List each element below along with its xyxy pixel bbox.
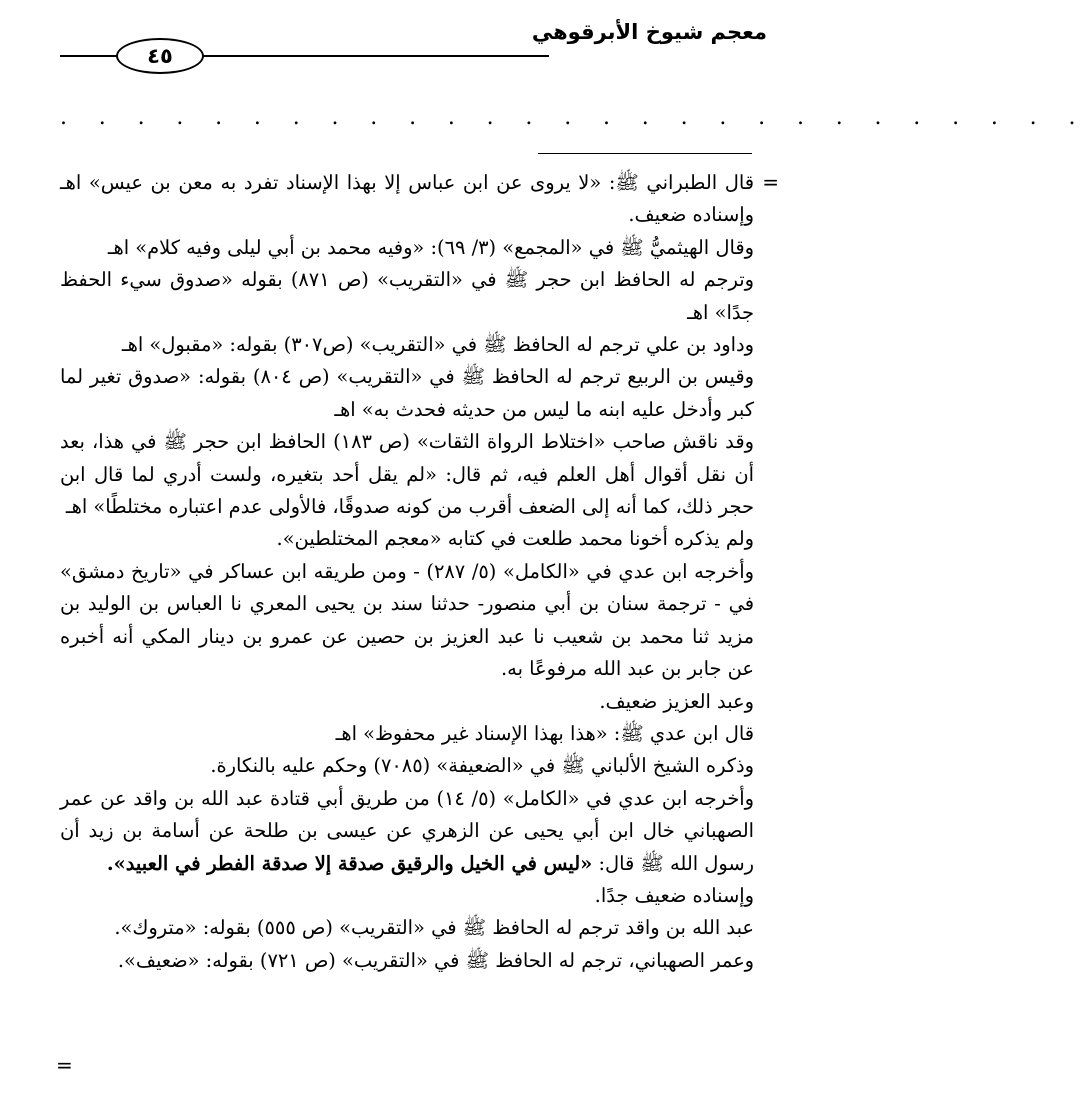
paragraph-haythami: وقال الهيثميُّ ﷺ في «المجمع» (٣/ ٦٩): «وفيه محمد بن أبي ليلى وفيه كلام» اهـ [107, 235, 754, 259]
continuation-mark-top: = [762, 170, 779, 194]
paragraph-weak: وإسناده ضعيف جدًا. [594, 883, 754, 907]
paragraph-abdulaziz: وعبد العزيز ضعيف. [599, 689, 754, 713]
paragraph-abdullah-waqid: عبد الله بن واقد ترجم له الحافظ ﷺ في «التقريب» (ص ٥٥٥) بقوله: «متروك». [114, 916, 754, 940]
paragraph-ibn-hajar: وترجم له الحافظ ابن حجر ﷺ في «التقريب» (ص ٨٧١) بقوله «صدوق سيء الحفظ جدًا» اهـ [60, 268, 754, 324]
running-header-title: معجم شيوخ الأبرقوهي [531, 20, 767, 44]
section-divider [538, 153, 752, 154]
paragraph-tabarani: قال الطبراني ﷺ: «لا يروى عن ابن عباس إلا بهذا الإسناد تفرد به معن بن عيس» اهـ وإسناده ضعيف. [60, 171, 754, 227]
paragraph-umar-sahbani: وعمر الصهباني، ترجم له الحافظ ﷺ في «التقريب» (ص ٧٢١) بقوله: «ضعيف». [117, 948, 754, 972]
paragraph-dawud: وداود بن علي ترجم له الحافظ ﷺ في «التقريب» (ص٣٠٧) بقوله: «مقبول» اهـ [121, 333, 754, 357]
paragraph-ibn-adi-quote: قال ابن عدي ﷺ: «هذا بهذا الإسناد غير محفوظ» اهـ [335, 721, 754, 745]
page-number-oval: ٤٥ [116, 38, 204, 74]
dotted-separator: . . . . . . . . . . . . . . . . . . . . . . . . . . . [60, 105, 1088, 130]
body-text [60, 167, 754, 977]
paragraph-ikhtilat: وقد ناقش صاحب «اختلاط الرواة الثقات» (ص ١٨٣) الحافظ ابن حجر ﷺ في هذا، بعد أن نقل أقوال أهل العلم فيه، ثم قال: «لم يقل أحد بتغيره، ولست أدري لما قال ابن حجر ذلك، كما أنه إلى الضعف أقرب من كونه صدوقًا، فالأولى عدم اعتباره مختلطًا» اهـ [60, 430, 754, 519]
hadith-text: «ليس في الخيل والرقيق صدقة إلا صدقة الفطر في العبيد». [106, 851, 593, 875]
paragraph-ibn-adi-kamil: وأخرجه ابن عدي في «الكامل» (٥/ ٢٨٧) - ومن طريقه ابن عساكر في «تاريخ دمشق» في - ترجمة سنان بن أبي منصور- حدثنا سند بن يحيى المعري نا العباس بن الوليد بن مزيد ثنا محمد بن شعيب نا عبد العزيز بن حصين عن عمرو بن دينار المكي أنه أخبره عن جابر بن عبد الله مرفوعًا به. [60, 559, 754, 681]
usama-chain: وأخرجه ابن عدي في «الكامل» (٥/ ١٤) من طريق أبي قتادة عبد الله بن واقد عن عمر الصهباني خال ابن أبي يحيى عن الزهري عن عيسى بن طلحة عن أسامة بن زيد أن رسول الله ﷺ قال: [60, 786, 754, 875]
paragraph-talat: ولم يذكره أخونا محمد طلعت في كتابه «معجم المختلطين». [276, 527, 754, 551]
paragraph-albani: وذكره الشيخ الألباني ﷺ في «الضعيفة» (٧٠٨٥) وحكم عليه بالنكارة. [210, 754, 754, 778]
paragraph-qays: وقيس بن الربيع ترجم له الحافظ ﷺ في «التقريب» (ص ٨٠٤) بقوله: «صدوق تغير لما كبر وأدخل عليه ابنه ما ليس من حديثه فحدث به» اهـ [60, 365, 754, 421]
paragraph-usama [60, 783, 754, 880]
continuation-mark-bottom: = [56, 1053, 73, 1077]
